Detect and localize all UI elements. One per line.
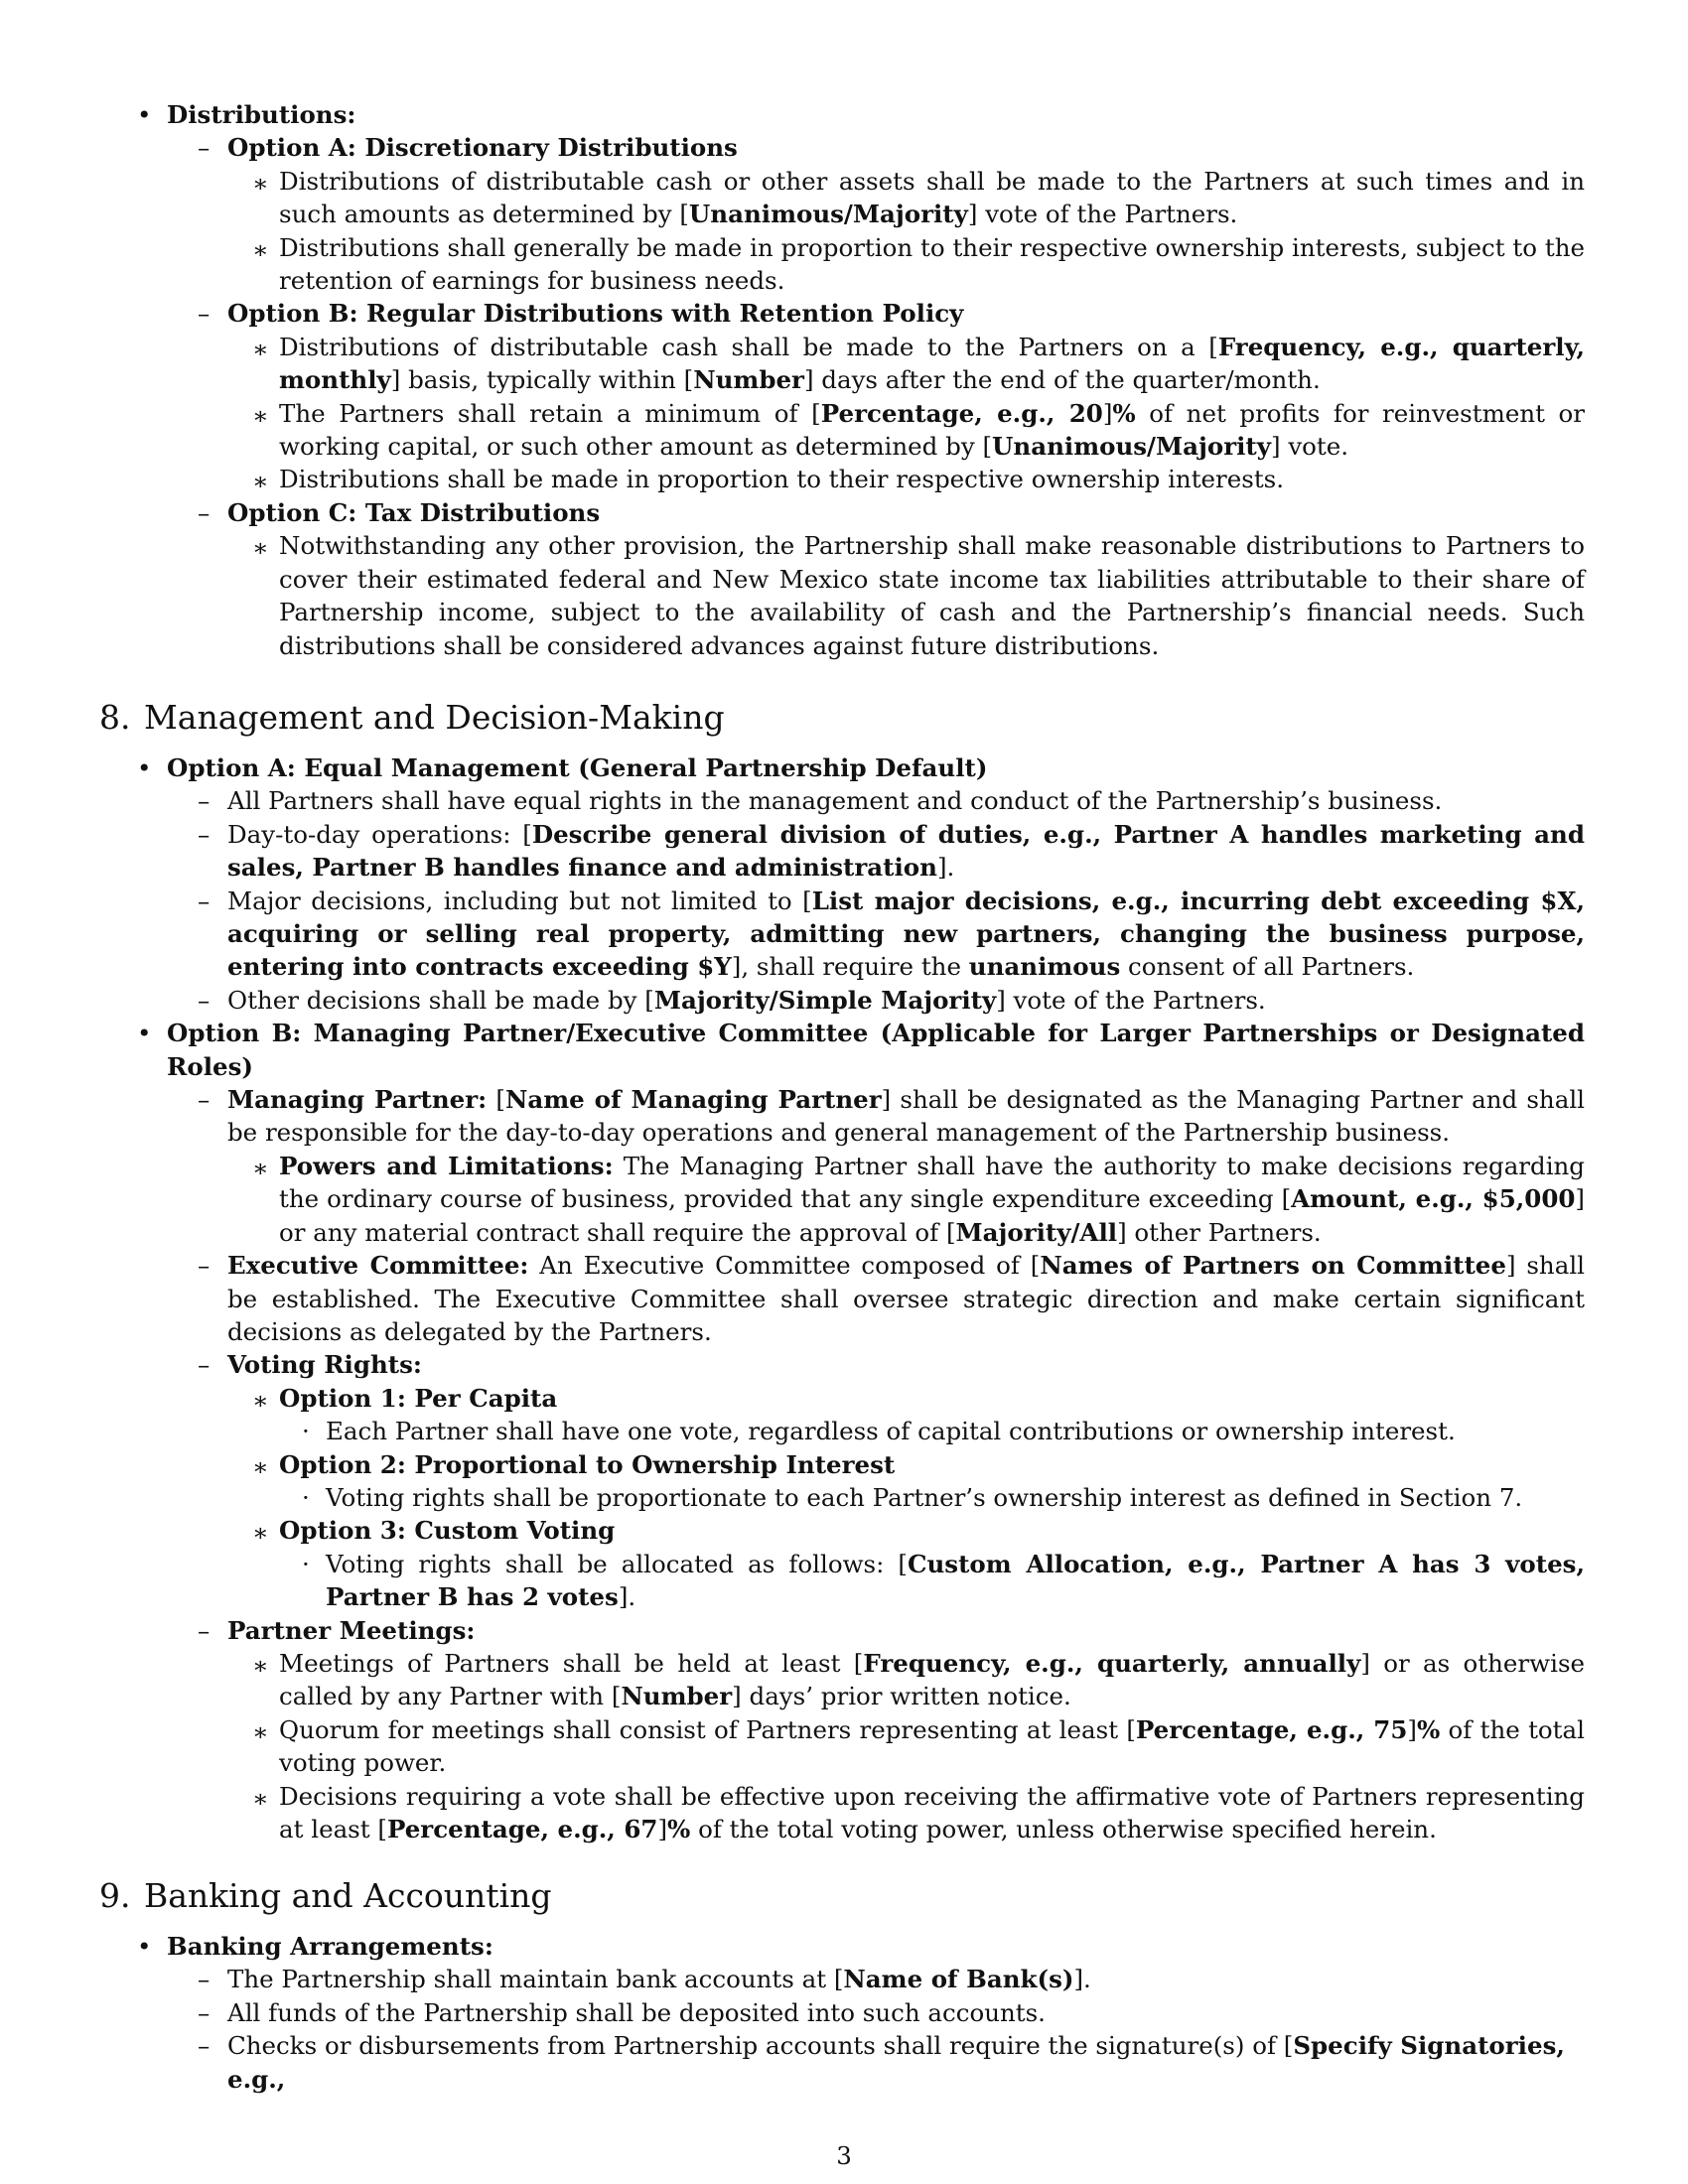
list-item <box>252 1713 1585 1780</box>
list-item <box>198 984 1585 1017</box>
placeholder: Number <box>693 365 804 395</box>
item-label: Managing Partner: <box>227 1085 488 1115</box>
list-item <box>198 2029 1585 2096</box>
dash-marker: – <box>198 886 211 915</box>
dash-marker: – <box>198 1965 211 1994</box>
star-marker: ∗ <box>252 1518 269 1548</box>
text: ] other Partners. <box>1117 1217 1322 1247</box>
text: The Partnership shall maintain bank accounts at [ <box>227 1965 844 1994</box>
list-item <box>252 529 1585 662</box>
section-8-body <box>0 751 1688 1845</box>
text: ] shall be designated as the Managing Partner and shall be responsible for the day-to-day operations and general management of the Partnership business. <box>227 1085 1585 1148</box>
text: Checks or disbursements from Partnership accounts shall require the signature(s) of [ <box>227 2031 1294 2061</box>
text: ] <box>1407 1714 1417 1744</box>
text: [ <box>487 1085 505 1115</box>
option-heading: Option A: Discretionary Distributions <box>227 133 738 163</box>
text: of the total voting power, unless otherwise specified herein. <box>690 1815 1437 1843</box>
text: Decisions requiring a vote shall be effective upon receiving the affirmative vote of Partners representing at least [ <box>279 1781 1585 1843</box>
list-item <box>252 463 1585 496</box>
dash-marker: – <box>198 2031 211 2061</box>
placeholder: Amount, e.g., $5,000 <box>1291 1184 1576 1214</box>
star-marker: ∗ <box>252 1650 269 1680</box>
option-c-distributions <box>198 496 1585 529</box>
list-item <box>198 885 1585 984</box>
list-item <box>252 1647 1586 1713</box>
placeholder: Percentage, e.g., 20 <box>820 398 1103 428</box>
emphasis: unanimous <box>968 952 1121 982</box>
star-marker: ∗ <box>252 168 269 198</box>
section-number: 9. <box>99 1876 131 1915</box>
section-8-heading <box>99 698 725 738</box>
voting-option-3 <box>252 1514 1585 1548</box>
section-9-heading <box>99 1876 552 1916</box>
text: ]. <box>1073 1965 1091 1994</box>
text: ]. <box>618 1582 636 1612</box>
list-item <box>302 1415 1585 1447</box>
list-item <box>252 231 1585 298</box>
option-heading: Option 3: Custom Voting <box>279 1516 616 1546</box>
dash-marker: – <box>198 1085 211 1115</box>
text: ]. <box>936 853 955 883</box>
star-marker: ∗ <box>252 1385 269 1415</box>
option-heading: Option B: Managing Partner/Executive Committee (Applicable for Larger Partnerships or Designated Roles) <box>167 1019 1585 1081</box>
dash-marker: – <box>198 133 211 163</box>
placeholder: Frequency, e.g., quarterly, monthly <box>279 332 1586 395</box>
percent-sign: % <box>1112 398 1136 428</box>
text: An Executive Committee composed of [ <box>528 1251 1041 1281</box>
placeholder: Majority/Simple Majority <box>653 985 997 1015</box>
option-heading: Option A: Equal Management (General Partnership Default) <box>167 753 988 782</box>
text: All funds of the Partnership shall be deposited into such accounts. <box>227 1997 1046 2027</box>
text: Meetings of Partners shall be held at least [ <box>279 1648 864 1678</box>
list-item <box>198 818 1585 885</box>
dash-marker: – <box>198 299 211 329</box>
star-marker: ∗ <box>252 1451 269 1481</box>
text: ] days’ prior written notice. <box>732 1682 1071 1711</box>
voting-option-1 <box>252 1382 1585 1415</box>
list-item <box>198 1996 1585 2029</box>
partner-meetings-item <box>198 1614 1585 1647</box>
star-marker: ∗ <box>252 1783 269 1813</box>
placeholder: Name of Bank(s) <box>843 1965 1074 1994</box>
star-marker: ∗ <box>252 234 269 264</box>
option-b-distributions <box>198 297 1585 330</box>
list-item <box>252 397 1585 464</box>
text: ] vote. <box>1270 432 1349 462</box>
distributions-item <box>137 98 1585 131</box>
bullet-marker: • <box>137 1019 152 1048</box>
placeholder: Frequency, e.g., quarterly, annually <box>863 1648 1361 1678</box>
dash-marker: – <box>198 1997 211 2027</box>
dot-marker: · <box>302 1549 310 1578</box>
placeholder: Unanimous/Majority <box>688 200 968 229</box>
placeholder: Percentage, e.g., 67 <box>386 1815 658 1843</box>
text: Distributions of distributable cash or other assets shall be made to the Partners at such times and in such amounts as determined by [ <box>279 166 1585 229</box>
percent-sign: % <box>667 1815 691 1843</box>
banking-arrangements-item <box>137 1930 1585 1963</box>
option-heading: Option C: Tax Distributions <box>227 497 601 527</box>
placeholder: Names of Partners on Committee <box>1040 1251 1506 1281</box>
distributions-block <box>0 98 1688 662</box>
section-title: Banking and Accounting <box>144 1876 552 1915</box>
item-label: Voting Rights: <box>227 1350 422 1380</box>
list-item <box>252 331 1586 397</box>
text: The Partners shall retain a minimum of [ <box>279 398 821 428</box>
placeholder: Custom Allocation, e.g., Partner A has 3 votes, Partner B has 2 votes <box>326 1549 1585 1612</box>
text: Distributions of distributable cash shall be made to the Partners on a [ <box>279 332 1218 361</box>
item-label: Partner Meetings: <box>227 1615 476 1645</box>
star-marker: ∗ <box>252 467 269 496</box>
text: ], shall require the <box>731 952 969 982</box>
dash-marker: – <box>198 497 211 527</box>
powers-limitations-item <box>252 1150 1585 1249</box>
list-item <box>252 1780 1585 1846</box>
star-marker: ∗ <box>252 334 269 363</box>
voting-rights-item <box>198 1348 1585 1381</box>
item-label: Powers and Limitations: <box>279 1151 614 1180</box>
dash-marker: – <box>198 1615 211 1645</box>
executive-committee-item <box>198 1249 1585 1348</box>
dash-marker: – <box>198 786 211 816</box>
star-marker: ∗ <box>252 400 269 430</box>
star-marker: ∗ <box>252 533 269 563</box>
bullet-marker: • <box>137 100 152 129</box>
text: of net profits for reinvestment or working capital, or such other amount as determined by [ <box>279 398 1585 462</box>
text: Distributions shall generally be made in proportion to their respective ownership interests, subject to the retention of earnings for business needs. <box>279 232 1585 296</box>
option-a-management <box>137 751 1585 784</box>
section-number: 8. <box>99 698 131 737</box>
managing-partner-item <box>198 1083 1585 1150</box>
text: The Managing Partner shall have the authority to make decisions regarding the ordinary course of business, provided that any single expenditure exceeding [ <box>279 1151 1585 1214</box>
placeholder: Majority/All <box>955 1217 1118 1247</box>
text: Each Partner shall have one vote, regardless of capital contributions or ownership interest. <box>326 1417 1456 1446</box>
text: Day-to-day operations: [ <box>227 819 532 849</box>
text: Notwithstanding any other provision, the Partnership shall make reasonable distributions to Partners to cover their estimated federal and New Mexico state income tax liabilities attributable to their share of Partnership income, subject to the availability of cash and the Partnership’s financial needs. Such distributions shall be considered advances against future distributions. <box>279 531 1585 660</box>
text: Distributions shall be made in proportion to their respective ownership interests. <box>279 465 1285 494</box>
text: ] or any material contract shall require the approval of [ <box>279 1184 1585 1247</box>
placeholder: List major decisions, e.g., incurring debt exceeding $X, acquiring or selling real property, admitting new partners, changing the business purpose, entering into contracts exceeding $Y <box>227 886 1585 982</box>
list-item <box>198 784 1585 817</box>
text: ] <box>1102 398 1113 428</box>
list-item <box>302 1481 1585 1514</box>
option-heading: Option B: Regular Distributions with Retention Policy <box>227 299 964 329</box>
option-heading: Option 2: Proportional to Ownership Interest <box>279 1449 896 1479</box>
dash-marker: – <box>198 985 211 1015</box>
text: All Partners shall have equal rights in the management and conduct of the Partnership’s business. <box>227 786 1443 816</box>
option-b-management <box>137 1017 1585 1083</box>
placeholder: Describe general division of duties, e.g., Partner A handles marketing and sales, Partner B handles finance and administration <box>227 819 1585 883</box>
list-item <box>302 1548 1585 1614</box>
option-heading: Banking Arrangements: <box>167 1932 493 1961</box>
placeholder: Number <box>621 1682 733 1711</box>
star-marker: ∗ <box>252 1716 269 1746</box>
placeholder: Percentage, e.g., 75 <box>1135 1714 1408 1744</box>
voting-option-2 <box>252 1448 1585 1481</box>
text: ] shall be established. The Executive Committee shall oversee strategic direction and make certain significant decisions as delegated by the Partners. <box>227 1251 1585 1346</box>
text: Voting rights shall be proportionate to each Partner’s ownership interest as defined in Section 7. <box>326 1482 1523 1512</box>
placeholder: Unanimous/Majority <box>992 432 1271 462</box>
dash-marker: – <box>198 1350 211 1380</box>
text: ] <box>657 1815 667 1843</box>
text: of the total voting power. <box>279 1714 1585 1778</box>
section-title: Management and Decision-Making <box>144 698 725 737</box>
text: Other decisions shall be made by [ <box>227 985 654 1015</box>
option-a-distributions <box>198 131 1585 164</box>
placeholder: Specify Signatories, e.g., <box>227 2031 1565 2094</box>
text: ] or as otherwise called by any Partner with [ <box>279 1648 1586 1711</box>
placeholder: Name of Managing Partner <box>504 1085 882 1115</box>
text: ] basis, typically within [ <box>390 365 694 395</box>
text: Quorum for meetings shall consist of Partners representing at least [ <box>279 1714 1136 1744</box>
percent-sign: % <box>1416 1714 1441 1744</box>
bullet-marker: • <box>137 1932 152 1961</box>
dash-marker: – <box>198 819 211 849</box>
text: consent of all Partners. <box>1120 952 1415 982</box>
star-marker: ∗ <box>252 1153 269 1182</box>
text: ] vote of the Partners. <box>967 200 1238 229</box>
text: Voting rights shall be allocated as follows: [ <box>326 1549 908 1578</box>
list-item <box>252 165 1585 231</box>
page-number: 3 <box>836 2141 852 2170</box>
list-item <box>198 1963 1585 1995</box>
distributions-heading: Distributions: <box>167 100 356 129</box>
text: ] vote of the Partners. <box>996 985 1266 1015</box>
dot-marker: · <box>302 1417 310 1446</box>
item-label: Executive Committee: <box>227 1251 529 1281</box>
text: ] days after the end of the quarter/month. <box>803 365 1321 395</box>
text: Major decisions, including but not limited to [ <box>227 886 812 915</box>
section-9-body <box>0 1930 1688 2096</box>
dot-marker: · <box>302 1482 310 1512</box>
bullet-marker: • <box>137 753 152 782</box>
option-heading: Option 1: Per Capita <box>279 1383 558 1413</box>
dash-marker: – <box>198 1251 211 1281</box>
